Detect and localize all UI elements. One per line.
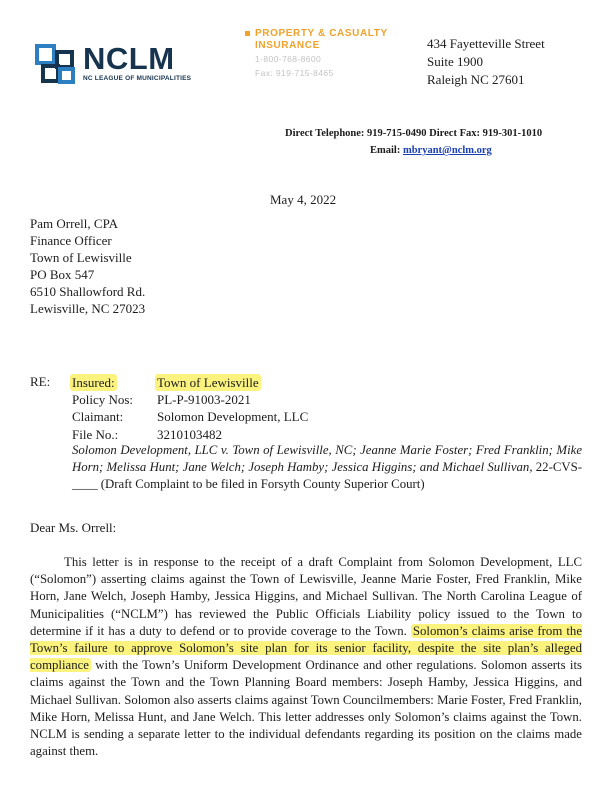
salutation: Dear Ms. Orrell: bbox=[30, 520, 117, 535]
logo-subtitle: NC LEAGUE OF MUNICIPALITIES bbox=[83, 75, 192, 82]
case-caption-italic: Solomon Development, LLC v. Town of Lewisville, NC; Jeanne Marie Foster; Fred Franklin; Mike Horn; Melissa Hunt; Jane Welch; Joseph Hamby; Jessica Higgins; and Michael Sullivan, bbox=[72, 443, 582, 475]
re-row-label: Insured: bbox=[72, 375, 115, 390]
body-paragraph bbox=[30, 554, 582, 760]
case-caption-plain: 22-CVS-____ (Draft Complaint to be filed in Forsyth County Superior Court) bbox=[72, 460, 582, 492]
recipient-line: Finance Officer bbox=[30, 233, 112, 248]
re-row-value: Town of Lewisville bbox=[157, 375, 259, 390]
re-row-value: 3210103482 bbox=[157, 426, 222, 442]
nclm-logo-icon bbox=[35, 44, 77, 86]
recipient-line: PO Box 547 bbox=[30, 267, 95, 282]
recipient-line: Pam Orrell, CPA bbox=[30, 216, 118, 231]
re-row-value: Solomon Development, LLC bbox=[157, 409, 309, 425]
department-fax: Fax: 919-715-8465 bbox=[255, 68, 334, 78]
department-block bbox=[245, 28, 405, 80]
recipient-address bbox=[30, 215, 145, 317]
email-link[interactable]: mbryant@nclm.org bbox=[402, 145, 492, 156]
recipient-line: 6510 Shallowford Rd. bbox=[30, 284, 146, 299]
letterhead-address bbox=[427, 35, 545, 89]
body-text: This letter is in response to the receipt of a draft Complaint from Solomon Development, LLC (“Solomon”) asserting claims against the Town of Lewisville, Jeanne Marie Foster, Fred Franklin, Mike Horn, Jane Welch, Joseph Hamby, Jessica Higgins, and Michael Sullivan. The North Carolina League of Municipalities (“NCLM”) has reviewed the Public Officials Liability policy issued to the Town to determine if it has a duty to defend or to provide coverage to the Town. bbox=[30, 555, 582, 638]
address-line: 434 Fayetteville Street bbox=[427, 36, 545, 51]
case-caption bbox=[72, 442, 582, 494]
recipient-line: Town of Lewisville bbox=[30, 250, 132, 265]
recipient-line: Lewisville, NC 27023 bbox=[30, 301, 146, 316]
re-row-label: Policy Nos: bbox=[72, 392, 134, 408]
department-name-line-1: PROPERTY & CASUALTY bbox=[245, 28, 405, 40]
department-phone: 1-800-768-8600 bbox=[255, 54, 322, 64]
logo-wordmark: NCLM bbox=[83, 41, 175, 76]
address-line: Raleigh NC 27601 bbox=[427, 72, 525, 87]
re-label: RE: bbox=[30, 374, 51, 389]
address-line: Suite 1900 bbox=[427, 54, 483, 69]
body-text: with the Town’s Uniform Development Ordinance and other regulations. Solomon asserts its claims against the Town and the Town Planning Board members: Joseph Hamby, Jessica Higgins, and Michael Sullivan. Solomon also asserts claims against Town Councilmembers: Marie Foster, Fred Franklin, Mike Horn, Melissa Hunt, and Jane Welch. This letter addresses only Solomon’s claims against the Town. NCLM is sending a separate letter to the individual defendants regarding its position on the claims made against them. bbox=[30, 658, 582, 759]
re-row-label: File No.: bbox=[72, 426, 119, 442]
direct-contact-line: Direct Telephone: 919-715-0490 Direct Fax: 919-301-1010 bbox=[285, 128, 543, 139]
department-name-line-2: INSURANCE bbox=[255, 40, 320, 51]
email-label: Email: bbox=[370, 145, 401, 156]
letter-date: May 4, 2022 bbox=[270, 192, 337, 207]
highlighted-text: Solomon’s claims arise from the Town’s failure to approve Solomon’s site plan for its senior facility, despite the site plan’s alleged compliance bbox=[30, 623, 582, 673]
email-row bbox=[370, 145, 492, 156]
re-row-value: PL-P-91003-2021 bbox=[157, 392, 251, 408]
re-row-label: Claimant: bbox=[72, 409, 124, 425]
